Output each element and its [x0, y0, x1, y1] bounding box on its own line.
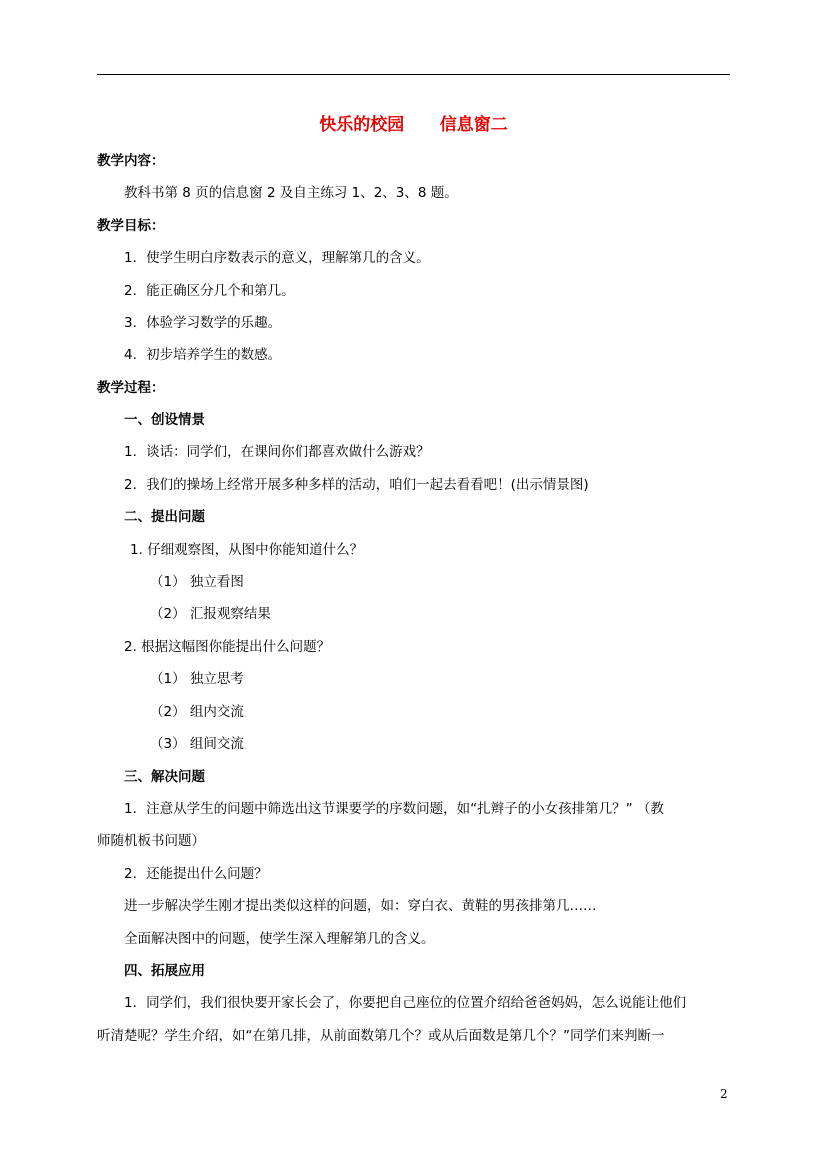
- paragraph-line: 2．我们的操场上经常开展多种多样的活动，咱们一起去看看吧！(出示情景图): [124, 477, 589, 493]
- list-item: （1） 独立思考: [150, 671, 244, 687]
- list-item: （3） 组间交流: [150, 736, 244, 752]
- paragraph-line: 全面解决图中的问题，使学生深入理解第几的含义。: [124, 931, 435, 947]
- paragraph-line: 听清楚呢？学生介绍，如“在第几排，从前面数第几个？或从后面数是第几个？”同学们来判断一: [97, 1028, 665, 1044]
- section-heading-process: 教学过程：: [97, 380, 165, 396]
- goal-item: 1．使学生明白序数表示的意义，理解第几的含义。: [124, 250, 430, 266]
- page-title: 快乐的校园 信息窗二: [319, 115, 508, 135]
- page-number: 2: [720, 1087, 728, 1101]
- list-item: （2） 组内交流: [150, 704, 244, 720]
- subheading: 二、提出问题: [124, 509, 205, 525]
- paragraph-line: 1．同学们，我们很快要开家长会了，你要把自己座位的位置介绍给爸爸妈妈，怎么说能让他们: [124, 995, 687, 1011]
- section-heading-content: 教学内容：: [97, 153, 165, 169]
- paragraph-line: 1．谈话：同学们，在课间你们都喜欢做什么游戏？: [124, 444, 430, 460]
- paragraph-line: 进一步解决学生刚才提出类似这样的问题，如：穿白衣、黄鞋的男孩排第几……: [124, 898, 597, 914]
- paragraph-line: 师随机板书问题）: [97, 833, 205, 849]
- subheading: 一、创设情景: [124, 412, 205, 428]
- goal-item: 4．初步培养学生的数感。: [124, 347, 282, 363]
- subheading: 三、解决问题: [124, 769, 205, 785]
- list-item: （1） 独立看图: [150, 574, 244, 590]
- list-item: （2） 汇报观察结果: [150, 606, 271, 622]
- paragraph-line: 2. 根据这幅图你能提出什么问题？: [124, 639, 331, 655]
- paragraph-line: 1. 仔细观察图，从图中你能知道什么？: [130, 542, 364, 558]
- section-heading-goals: 教学目标：: [97, 218, 165, 234]
- paragraph-line: 1．注意从学生的问题中筛选出这节课要学的序数问题，如“扎辫子的小女孩排第几？” （教: [124, 801, 664, 817]
- goal-item: 2．能正确区分几个和第几。: [124, 283, 295, 299]
- goal-item: 3．体验学习数学的乐趣。: [124, 315, 282, 331]
- paragraph-line: 2．还能提出什么问题？: [124, 866, 268, 882]
- header-rule: [97, 74, 730, 75]
- subheading: 四、拓展应用: [124, 963, 205, 979]
- paragraph-line: 教科书第 8 页的信息窗 2 及自主练习 1、2、3、8 题。: [124, 185, 458, 201]
